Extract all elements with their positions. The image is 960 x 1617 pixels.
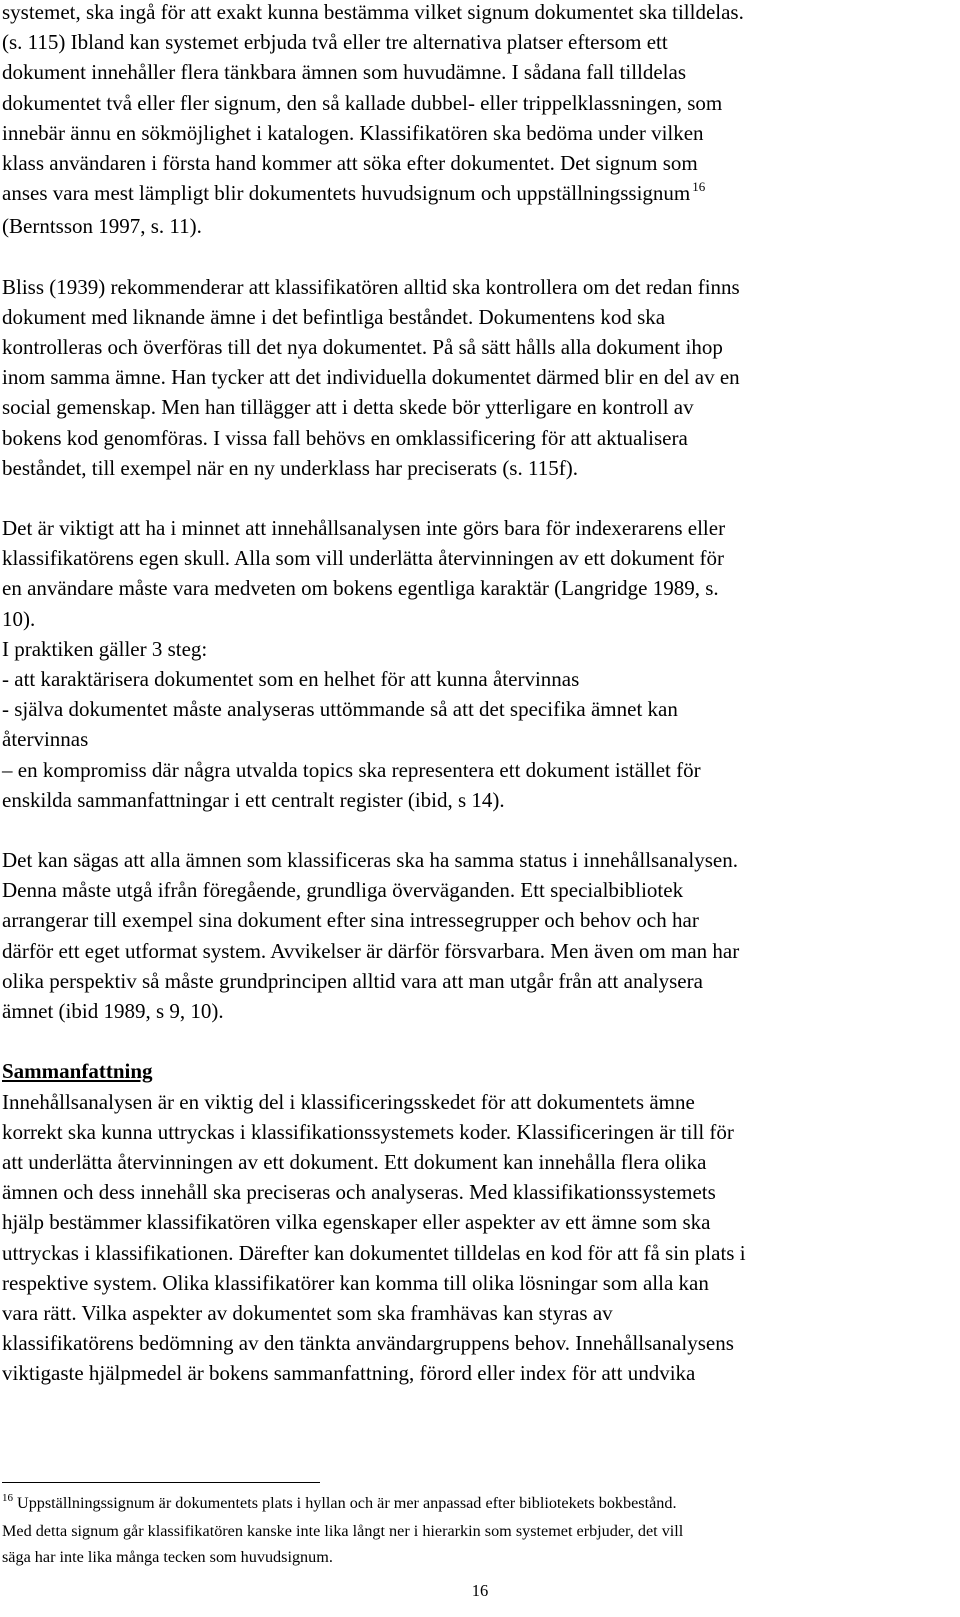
text-line: inom samma ämne. Han tycker att det individuella dokumentet därmed blir en del av en	[2, 365, 740, 390]
text-line: ämnen och dess innehåll ska preciseras och analyseras. Med klassifikationssystemets	[2, 1180, 716, 1205]
footnote-line: säga har inte lika många tecken som huvudsignum.	[2, 1548, 333, 1566]
text-line: dokument innehåller flera tänkbara ämnen som huvudämne. I sådana fall tilldelas	[2, 60, 687, 85]
text-line: hjälp bestämmer klassifikatören vilka egenskaper eller aspekter av ett ämne som ska	[2, 1210, 711, 1235]
section-heading: Sammanfattning	[2, 1059, 153, 1084]
text-line: bokens kod genomföras. I vissa fall behövs en omklassificering för att aktualisera	[2, 425, 688, 450]
text-line: innebär ännu en sökmöjlighet i katalogen. Klassifikatören ska bedöma under vilken	[2, 120, 704, 145]
paragraph-subject-status	[2, 845, 952, 1026]
text-line: 10).	[2, 606, 36, 631]
text-line: att underlätta återvinningen av ett dokument. Ett dokument kan innehålla flera olika	[2, 1149, 707, 1174]
summary-section	[2, 1056, 952, 1388]
list-item: - själva dokumentet måste analyseras uttömmande så att det specifika ämnet kan	[2, 697, 678, 722]
paragraph-spacer	[2, 815, 952, 845]
text-line: Innehållsanalysen är en viktig del i klassificeringsskedet för att dokumentets ämne	[2, 1089, 695, 1114]
list-item: – en kompromiss där några utvalda topics ska representera ett dokument istället för	[2, 757, 701, 782]
footnote-line	[2, 1490, 952, 1518]
text-line: uttryckas i klassifikationen. Därefter kan dokumentet tilldelas en kod för att få sin plats i	[2, 1240, 746, 1265]
paragraph-spacer	[2, 242, 952, 272]
text-line: anses vara mest lämpligt blir dokumentets huvudsignum och uppställningssignum	[2, 181, 691, 206]
text-line: kontrolleras och överföras till det nya dokumentet. På så sätt hålls alla dokument ihop	[2, 335, 723, 360]
paragraph-spacer	[2, 483, 952, 513]
text-line: Det är viktigt att ha i minnet att innehållsanalysen inte görs bara för indexerarens eller	[2, 516, 726, 541]
footnote	[2, 1490, 952, 1570]
text-line: (s. 115) Ibland kan systemet erbjuda två eller tre alternativa platser eftersom ett	[2, 30, 668, 55]
text-line: I praktiken gäller 3 steg:	[2, 636, 208, 661]
paragraph-content-analysis	[2, 513, 952, 815]
paragraph-classification-signum	[2, 0, 952, 242]
text-line: enskilda sammanfattningar i ett centralt register (ibid, s 14).	[2, 787, 505, 812]
text-line: korrekt ska kunna uttryckas i klassifikationssystemets koder. Klassificeringen är till för	[2, 1119, 734, 1144]
text-line: klass användaren i första hand kommer att söka efter dokumentet. Det signum som	[2, 151, 698, 176]
text-line: viktigaste hjälpmedel är bokens sammanfattning, förord eller index för att undvika	[2, 1361, 696, 1386]
text-line: klassifikatörens bedömning av den tänkta användargruppens behov. Innehållsanalysens	[2, 1331, 734, 1356]
text-line: dokumentet två eller fler signum, den så kallade dubbel- eller trippelklassningen, som	[2, 90, 723, 115]
text-line: ämnet (ibid 1989, s 9, 10).	[2, 999, 224, 1024]
text-line: Det kan sägas att alla ämnen som klassificeras ska ha samma status i innehållsanalysen.	[2, 848, 738, 873]
text-line-with-footnote	[2, 178, 952, 211]
text-line: (Berntsson 1997, s. 11).	[2, 214, 202, 239]
text-line: vara rätt. Vilka aspekter av dokumentet som ska framhävas kan styras av	[2, 1300, 613, 1325]
footnote-reference[interactable]: 16	[692, 179, 706, 195]
text-line: systemet, ska ingå för att exakt kunna bestämma vilket signum dokumentet ska tilldelas.	[2, 0, 744, 24]
text-line: respektive system. Olika klassifikatörer kan komma till olika lösningar som alla kan	[2, 1270, 709, 1295]
text-line: olika perspektiv så måste grundprincipen alltid vara att man utgår från att analysera	[2, 968, 703, 993]
paragraph-spacer	[2, 1026, 952, 1056]
footnote-line: Med detta signum går klassifikatören kanske inte lika långt ner i hierarkin som systemet erbjuder, det vill	[2, 1522, 684, 1540]
footnote-number: 16	[2, 1492, 13, 1504]
text-line: klassifikatörens egen skull. Alla som vill underlätta återvinningen av ett dokument för	[2, 546, 724, 571]
text-line: dokument med liknande ämne i det befintliga beståndet. Dokumentens kod ska	[2, 304, 666, 329]
footnote-divider	[2, 1482, 320, 1483]
text-line: beståndet, till exempel när en ny underklass har preciserats (s. 115f).	[2, 455, 578, 480]
text-line: arrangerar till exempel sina dokument efter sina intressegrupper och behov och har	[2, 908, 699, 933]
text-line: Bliss (1939) rekommenderar att klassifikatören alltid ska kontrollera om det redan finns	[2, 274, 740, 299]
list-item: - att karaktärisera dokumentet som en helhet för att kunna återvinnas	[2, 667, 580, 692]
page-number: 16	[471, 1581, 489, 1600]
text-line: en användare måste vara medveten om bokens egentliga karaktär (Langridge 1989, s.	[2, 576, 719, 601]
text-line: Denna måste utgå ifrån föregående, grundliga överväganden. Ett specialbibliotek	[2, 878, 684, 903]
text-line: återvinnas	[2, 727, 89, 752]
footnote-text: Uppställningssignum är dokumentets plats i hyllan och är mer anpassad efter bibliotekets bokbestånd.	[17, 1494, 677, 1512]
text-line: därför ett eget utformat system. Avvikelser är därför försvarbara. Men även om man har	[2, 938, 740, 963]
body-text	[2, 0, 952, 1389]
text-line: social gemenskap. Men han tillägger att i detta skede bör ytterligare en kontroll av	[2, 395, 694, 420]
paragraph-bliss	[2, 272, 952, 483]
